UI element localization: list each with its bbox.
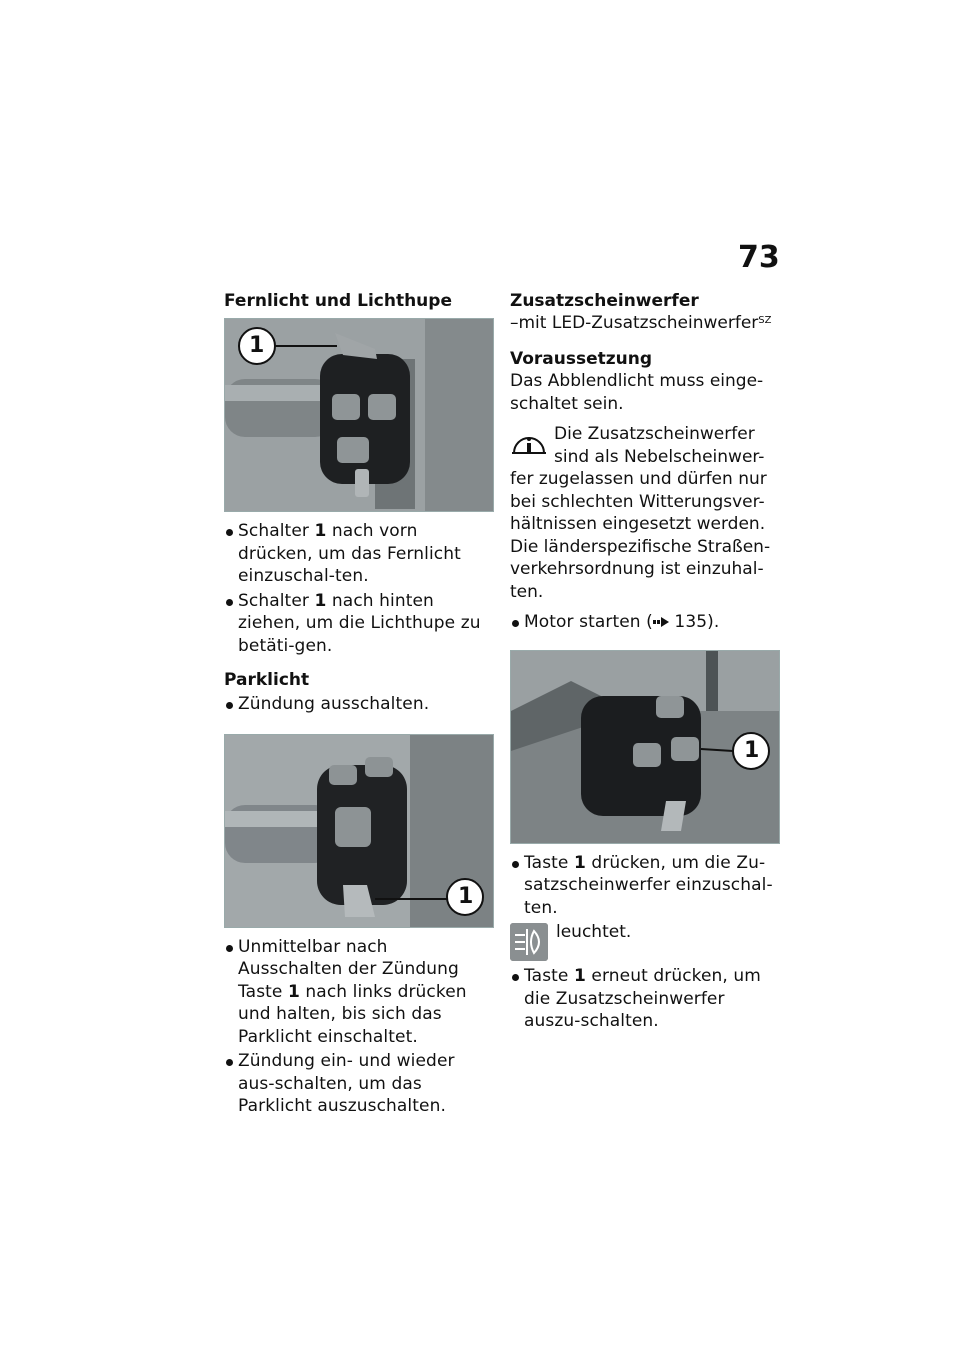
list-item: Taste 1 drücken, um die Zu-satzscheinwerfer einzuschal-ten. (510, 852, 782, 920)
auxiliary-lights-subheading: –mit LED-Zusatzscheinwerfer$^{SZ}$ (510, 313, 772, 333)
high-beam-steps (224, 520, 494, 657)
info-icon (510, 429, 548, 465)
list-item: Motor starten ( 135). (510, 611, 782, 634)
arrow-icon (653, 617, 669, 627)
list-item: Schalter 1 nach vorn drücken, um das Fernlicht einzuschal-ten. (224, 520, 494, 588)
parking-prestep (224, 693, 494, 716)
high-beam-heading: Fernlicht und Lichthupe (224, 291, 452, 311)
parking-steps (224, 936, 494, 1118)
auxiliary-off-step (510, 965, 782, 1033)
indicator-row (510, 921, 782, 963)
auxiliary-lights-switch-photo (510, 650, 780, 844)
left-column (224, 290, 494, 1120)
high-beam-switch-photo (224, 318, 494, 512)
page-number: 73 (738, 240, 780, 275)
callout-number: 1 (744, 737, 760, 763)
parking-switch-photo (224, 734, 494, 928)
indicator-text: leuchtet. (556, 922, 632, 942)
list-item: Zündung ausschalten. (224, 693, 494, 716)
auxiliary-on-step (510, 852, 782, 920)
note-text: Die Zusatzscheinwerfer sind als Nebelscheinwer-fer zugelassen und dürfen nur bei schlechten Witterungsver-hältnissen eingesetzt werden. Die länderspezifische Straßen-verkehrsordnung ist einzuhal-ten. (510, 424, 771, 602)
list-item: Schalter 1 nach hinten ziehen, um die Lichthupe zu betäti-gen. (224, 590, 494, 658)
callout-number: 1 (458, 883, 474, 909)
prerequisite-text: Das Abblendlicht muss einge-schaltet sein. (510, 371, 764, 414)
start-engine-step (510, 611, 782, 634)
fog-light-indicator-icon (510, 923, 548, 961)
list-item: Taste 1 erneut drücken, um die Zusatzscheinwerfer auszu-schalten. (510, 965, 782, 1033)
list-item: Zündung ein- und wieder aus-schalten, um das Parklicht auszuschalten. (224, 1050, 494, 1118)
prerequisite-heading: Voraussetzung (510, 349, 653, 369)
parking-heading: Parklicht (224, 670, 310, 690)
note-block (510, 423, 782, 603)
callout-number: 1 (249, 333, 265, 358)
right-column (510, 290, 782, 1035)
auxiliary-lights-heading: Zusatzscheinwerfer (510, 291, 699, 311)
list-item: Unmittelbar nach Ausschalten der Zündung Taste 1 nach links drücken und halten, bis sich das Parklicht einschaltet. (224, 936, 494, 1049)
